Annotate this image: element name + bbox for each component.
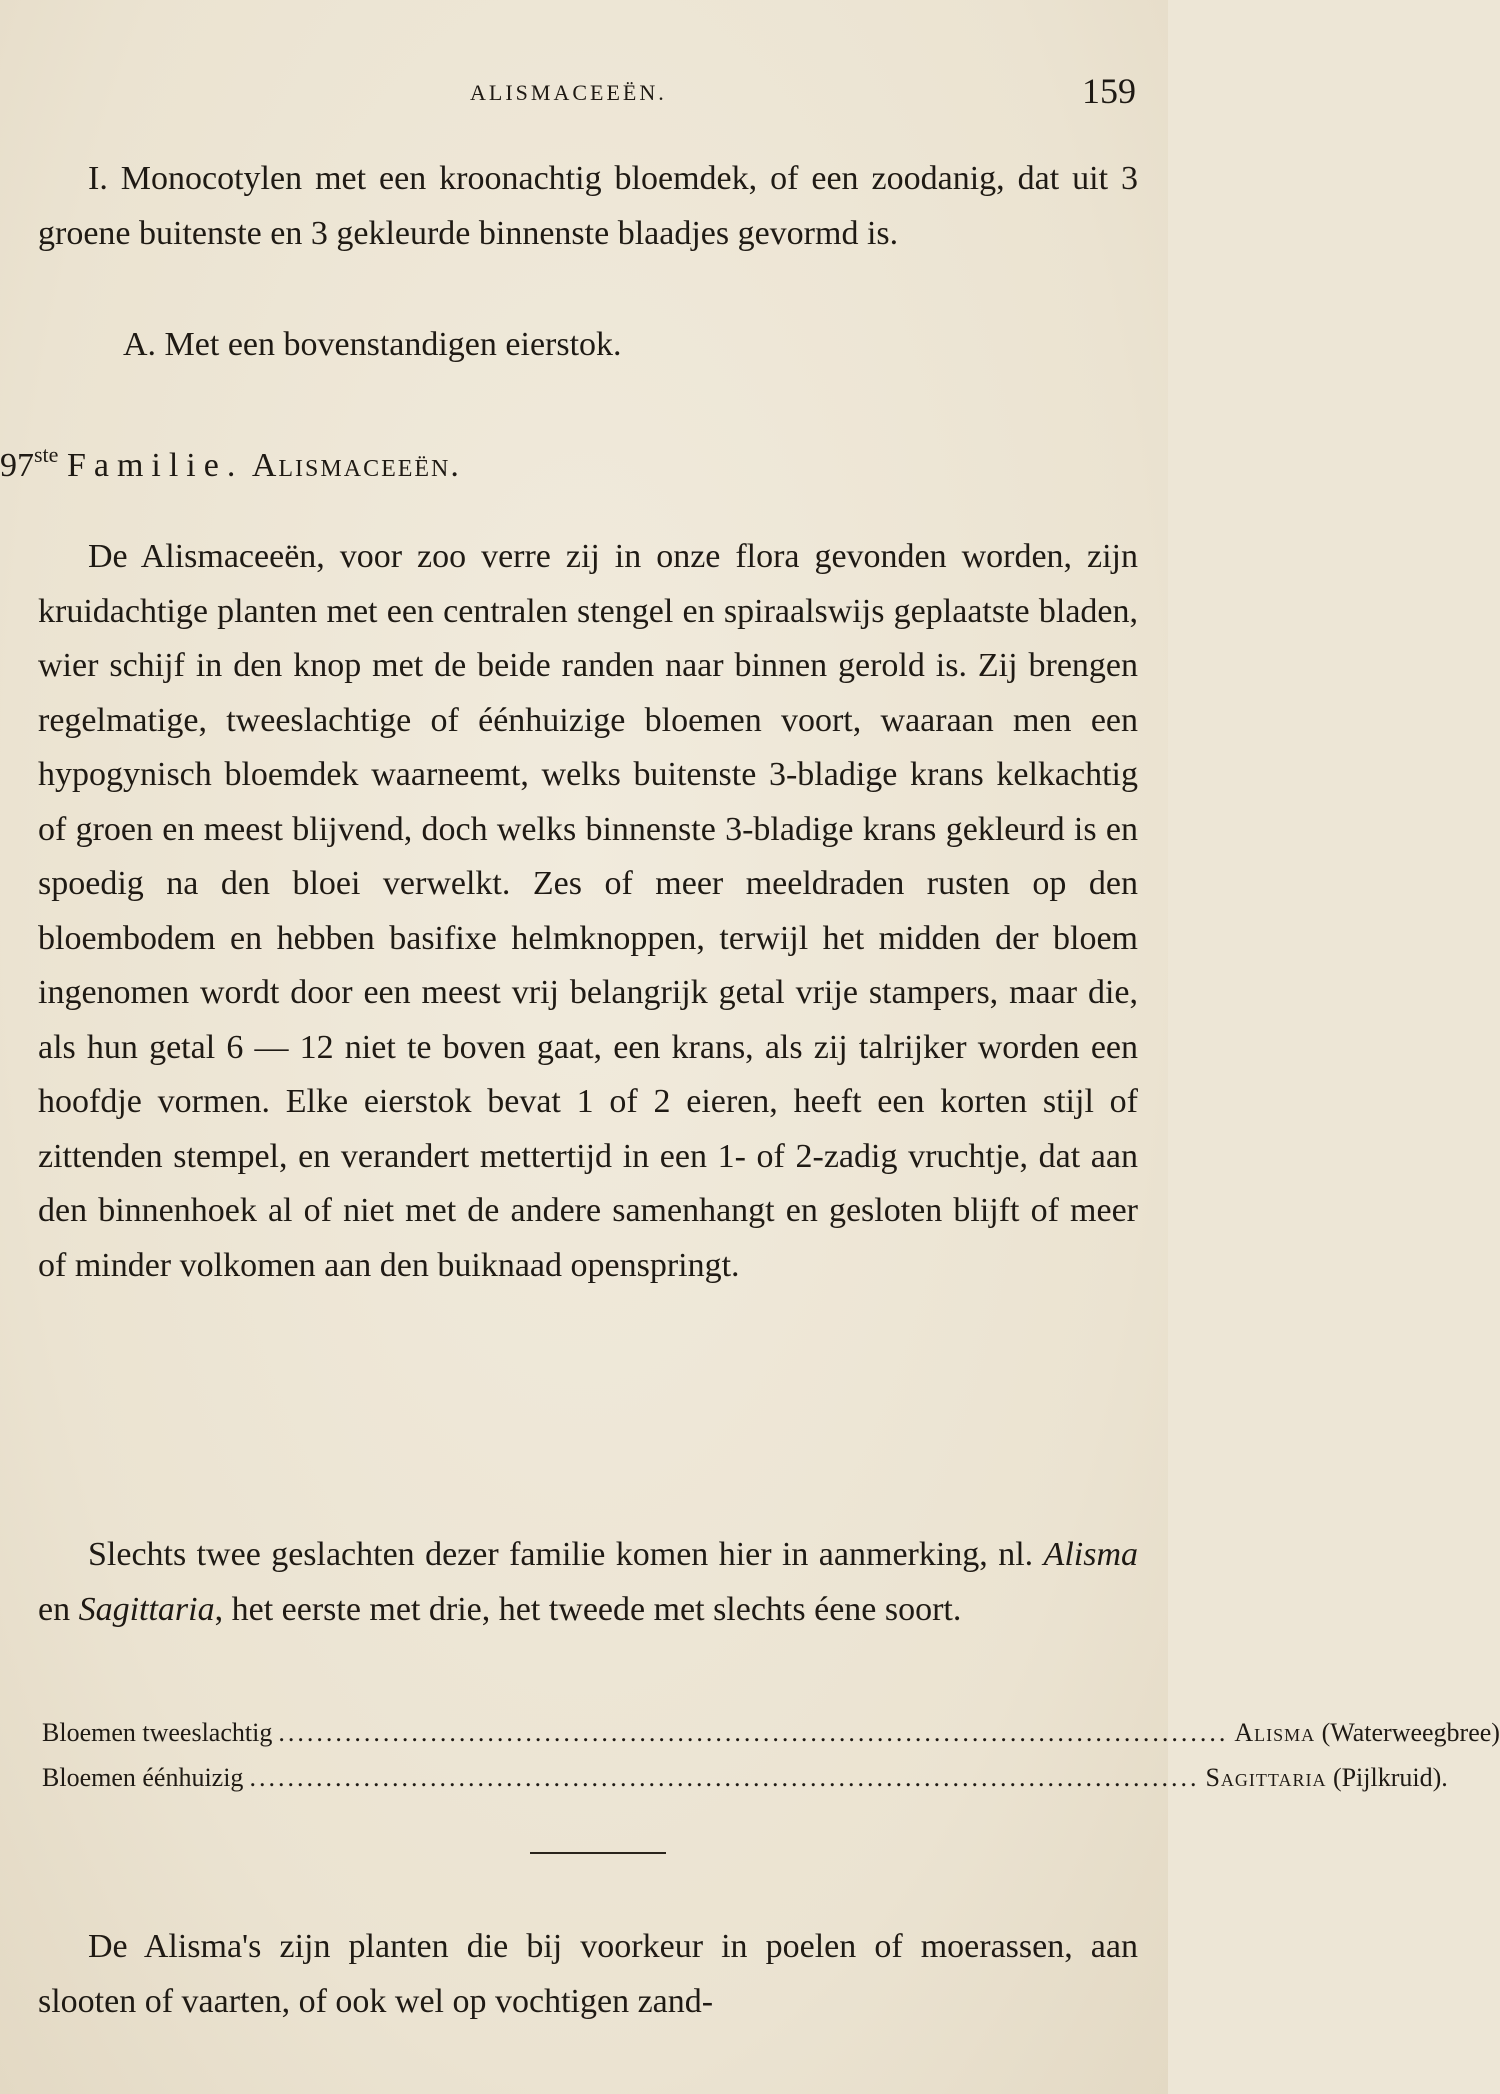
- genera-text-part2: en: [38, 1590, 79, 1628]
- key-row-2-common: (Pijlkruid).: [1326, 1763, 1448, 1792]
- intro-paragraph: [38, 152, 1138, 261]
- family-number-suffix: ste: [34, 442, 59, 467]
- genera-paragraph: [38, 1528, 1138, 1637]
- alisma-text: De Alisma's zijn planten die bij voorkeur in poelen of moerassen, aan slooten of vaarten, of ook wel op vochtigen zand-: [38, 1928, 1138, 2020]
- page-number: 159: [1082, 71, 1136, 111]
- genus-alisma: Alisma: [1043, 1536, 1138, 1573]
- description-text: De Alismaceeën, voor zoo verre zij in onze flora gevonden worden, zijn kruidachtige planten met een centralen stengel en spiraalswijs geplaatste bladen, wier schijf in den knop met de beide randen naar binnen gerold is. Zij brengen regelmatige, tweeslachtige of éénhuizige bloemen voort, waaraan men een hypogynisch bloemdek waarneemt, welks buitenste 3-bladige krans kelkachtig of groen en meest blijvend, doch welks binnenste 3-bladige krans gekleurd is en spoedig na den bloei verwelkt. Zes of meer meeldraden rusten op den bloembodem en hebben basifixe helmknoppen, terwijl het midden der bloem ingenomen wordt door een meest vrij belangrijk getal vrije stampers, maar die, als hun getal 6 — 12 niet te boven gaat, een krans, als zij talrijker worden een hoofdje vormen. Elke eierstok bevat 1 of 2 eieren, heeft een korten stijl of zittenden stempel, en verandert mettertijd in een 1- of 2-zadig vruchtje, dat aan den binnenhoek al of niet met de andere samenhangt en gesloten blijft of meer of minder volkomen aan den buiknaad openspringt.: [38, 538, 1138, 1284]
- alisma-paragraph: [38, 1920, 1138, 2029]
- family-heading: [0, 428, 1168, 494]
- key-row-2-genus: Sagittaria: [1205, 1763, 1327, 1792]
- key-row-2-label: Bloemen éénhuizig: [42, 1763, 244, 1792]
- family-description-paragraph: [38, 530, 1138, 1293]
- subsection-heading: [123, 318, 1223, 373]
- family-name: Alismaceeën.: [251, 447, 461, 484]
- key-row-1-label: Bloemen tweeslachtig: [42, 1718, 273, 1747]
- key-row-1-genus: Alisma: [1234, 1718, 1316, 1747]
- genera-text-part3: , het eerste met drie, het tweede met slechts éene soort.: [214, 1590, 962, 1628]
- section-divider: [530, 1852, 666, 1854]
- family-word: Familie.: [66, 447, 244, 484]
- running-head: ALISMACEEËN.: [470, 80, 667, 105]
- key-row-1-leader: ....................................................................................................: [278, 1718, 1229, 1747]
- key-row-1-common: (Waterweegbree): [1315, 1718, 1500, 1747]
- family-number-value: 97: [0, 447, 34, 484]
- genera-text: [38, 1528, 1138, 1637]
- page-header: [0, 70, 1168, 120]
- key-row-2-result: [1205, 1757, 1447, 1799]
- genus-sagittaria: Sagittaria: [78, 1590, 215, 1628]
- intro-text: I. Monocotylen met een kroonachtig bloemdek, of een zoodanig, dat uit 3 groene buitenste en 3 gekleurde binnenste blaadjes gevormd is.: [38, 160, 1138, 252]
- key-row-1: [42, 1712, 1500, 1754]
- key-row-2: [42, 1757, 1448, 1799]
- identification-key-row: [42, 1712, 1500, 1754]
- key-row-1-result: [1234, 1712, 1500, 1754]
- family-number: [0, 442, 59, 484]
- subsection-text: A. Met een bovenstandigen eierstok.: [123, 326, 622, 363]
- identification-key-row: [42, 1757, 1448, 1799]
- key-row-2-leader: ....................................................................................................: [249, 1763, 1200, 1792]
- genera-text-part1: Slechts twee geslachten dezer familie komen hier in aanmerking, nl.: [88, 1536, 1044, 1573]
